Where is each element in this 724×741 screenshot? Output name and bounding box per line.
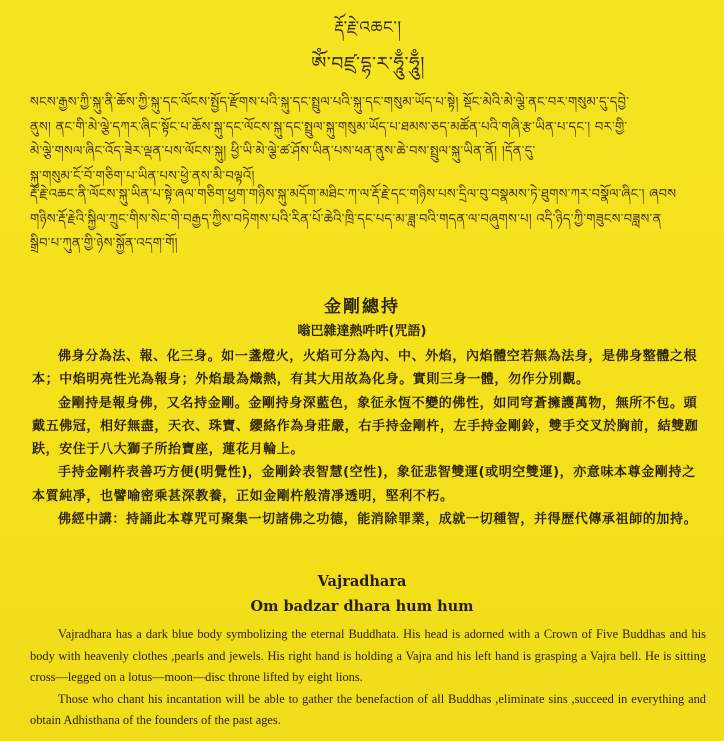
chinese-paragraph: 佛經中講：持誦此本尊咒可聚集一切諸佛之功德，能消除罪業，成就一切種智，并得歷代傳承祖師的加持。: [58, 512, 698, 528]
chinese-paragraph: 手持金剛杵表善巧方便(明覺性)，金剛鈴表智慧(空性)，象征悲智雙運(或明空雙運)，亦意味本尊金剛持之本質純凈，也譬喻密乘甚深教養，正如金剛杵般清凈透明，堅利不朽。: [32, 465, 696, 504]
tibetan-paragraph-1: [30, 91, 700, 189]
tibetan-line: སྐུ་གསུམ་ངོ་བོ་གཅིག་པ་ཡིན་པས་ཕྱེ་ནས་མི་བལྟའོ།: [30, 168, 255, 184]
tibetan-paragraph-2: [30, 183, 700, 257]
chinese-subtitle: 嗡巴雜達熱吽吽(咒語): [297, 324, 427, 339]
english-subtitle: Om badzar dhara hum hum: [250, 598, 474, 615]
english-body: [30, 624, 706, 732]
tibetan-line: རྡོ་རྗེ་འཆང་ནི་ལོངས་སྐུ་ཡིན་པ་སྟེ་ཞལ་གཅིག་ཕྱག་གཉིས་སྐུ་མདོག་མཐིང་ཀ་ལ་རྡོ་རྗེ་དང་གཉིས་པས་དྲིལ་བུ་བསྣམས་ཏེ་ཐུགས་ཀར་བསྣོལ་ཞིང་། ཞབས: [30, 187, 677, 202]
tibetan-line: ནུས། ནང་གི་མེ་ལྕེ་དཀར་ཞིང་སྟོང་པ་ཆོས་སྐུ་དང་ལོངས་སྐུ་དང་སྤྲུལ་སྐུ་གསུམ་ཡོད་པ་ཐམས་ཅད་མཚོན་པའི་གཞི་རྩ་ཡིན་པ་དང་། བར་གྱི་: [30, 119, 628, 135]
tibetan-title: རྡོ་རྗེ་འཆང་།: [334, 18, 402, 38]
english-paragraph: Vajradhara has a dark blue body symbolizing the eternal Buddhata. His head is adorned with a Crown of Five Buddhas and his body with heavenly clothes ,pearls and jewels. His right hand is holding a Vajra and his left hand is grasping a Vajra bell. He is sitting cross—legged on a lotus—moon—disc throne lifted by eight lions.: [30, 627, 706, 685]
tibetan-line: སྒྲིབ་པ་ཀུན་གྱི་ཉེས་སྐྱོན་འདག་གོ།: [30, 236, 178, 251]
tibetan-line: གཉིས་རྡོ་རྗེའི་སྐྱིལ་ཀྲུང་གིས་སེང་གེ་བརྒྱད་ཀྱིས་བཏེགས་པའི་རིན་པོ་ཆེའི་ཁྲི་དང་པད་མ་ཟླ་བའི་གདན་ལ་བཞུགས་པ། འདི་ཉིད་ཀྱི་གཟུངས་བཟླས་ན: [30, 211, 662, 227]
tibetan-line: སངས་རྒྱས་ཀྱི་སྐུ་ནི་ཆོས་ཀྱི་སྐུ་དང་ལོངས་སྤྱོད་རྫོགས་པའི་སྐུ་དང་སྤྲུལ་པའི་སྐུ་དང་གསུམ་ཡོད་པ་སྟེ། སྡོང་མེའི་མེ་ལྕེ་ནང་བར་གསུམ་དུ་དབྱེ་: [30, 95, 630, 110]
english-paragraph: Those who chant his incantation will be able to gather the benefaction of all Buddhas ,eliminate sins ,succeed in everything and obtain Adhisthana of the founders of the past ages.: [30, 691, 706, 728]
chinese-paragraph: 金剛持是報身佛，又名持金剛。金剛持身深藍色，象征永恆不變的佛性，如同穹蒼擁護萬物，無所不包。頭戴五佛冠，相好無盡，天衣、珠寶、纓絡作為身莊嚴，右手持金剛杵，左手持金剛鈴，雙手交叉於胸前，結雙跏趺，安住于八大獅子所抬寶座，蓮花月輪上。: [32, 395, 699, 458]
tibetan-mantra: ཨོཾ་བཛྲ་དྷ་ར་ཧཱུྃ་ཧཱུྃ།: [311, 53, 425, 75]
chinese-paragraph: 佛身分為法、報、化三身。如一盞燈火，火焰可分為內、中、外焰，內焰體空若無為法身，是佛身整體之根本；中焰明亮性光為報身；外焰最為熾熱，有其大用故為化身。實則三身一體，勿作分別觀。: [32, 349, 698, 388]
chinese-title: 金剛總持: [324, 297, 400, 317]
chinese-body: [32, 345, 704, 531]
english-title: Vajradhara: [317, 573, 407, 590]
tibetan-line: མེ་ལྕེ་གསལ་ཞིང་འོད་ཟེར་ལྡན་པས་ལོངས་སྐུ། ཕྱི་ཡི་མེ་ལྕེ་ཚ་ཤོས་ཡིན་པས་ཕན་ནུས་ཆེ་བས་སྤྲུལ་སྐུ་ཡིན་ནོ། །དོན་དུ་: [30, 144, 536, 159]
